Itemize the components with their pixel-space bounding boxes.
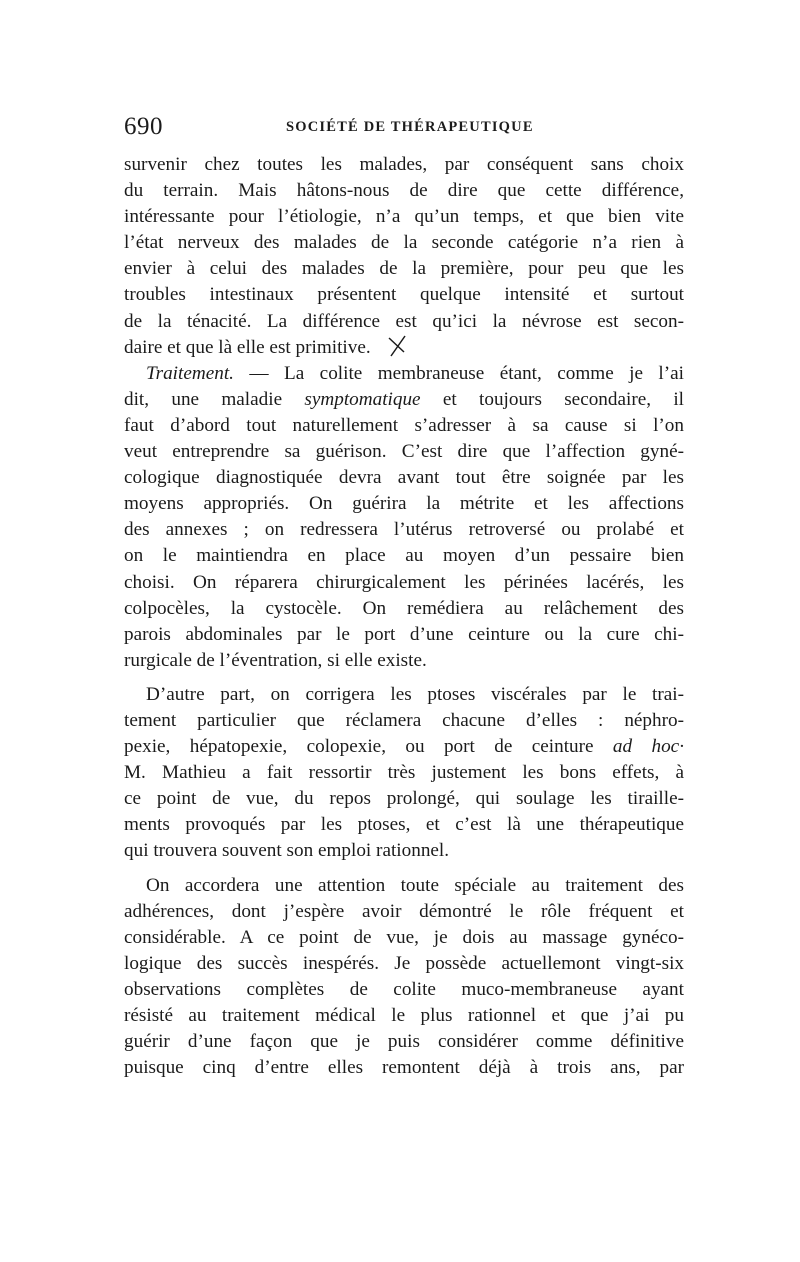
text-line: logique des succès inespérés. Je possède actuellemont vingt-six bbox=[124, 952, 684, 974]
text-line bbox=[124, 335, 684, 361]
text-line bbox=[124, 387, 684, 413]
page-header bbox=[124, 113, 684, 143]
text-line: du terrain. Mais hâtons-nous de dire que cette différence, bbox=[124, 180, 684, 202]
section-heading-italic: Traitement. bbox=[146, 362, 234, 384]
text-line: considérable. A ce point de vue, je dois au massage gynéco- bbox=[124, 926, 684, 948]
text-line: M. Mathieu a fait ressortir très justement les bons effets, à bbox=[124, 762, 684, 784]
text-line-content: dit, une maladie bbox=[124, 388, 305, 410]
text-line: ce point de vue, du repos prolongé, qui soulage les tiraille- bbox=[124, 788, 684, 810]
text-line-content: — La colite membraneuse étant, comme je l’ai bbox=[233, 362, 684, 384]
text-line: intéressante pour l’étiologie, n’a qu’un temps, et que bien vite bbox=[124, 206, 684, 228]
body-text bbox=[124, 152, 684, 1081]
italic-term: symptomatique bbox=[304, 388, 421, 410]
text-line: D’autre part, on corrigera les ptoses viscérales par le trai- bbox=[146, 683, 684, 705]
text-line: tement particulier que réclamera chacune d’elles : néphro- bbox=[124, 709, 684, 731]
paragraph-spacer bbox=[124, 674, 684, 682]
text-line: faut d’abord tout naturellement s’adresser à sa cause si l’on bbox=[124, 414, 684, 436]
text-line: cologique diagnostiquée devra avant tout être soignée par les bbox=[124, 467, 684, 489]
text-line: résisté au traitement médical le plus rationnel et que j’ai pu bbox=[124, 1005, 684, 1026]
text-line: observations complètes de colite muco-membraneuse ayant bbox=[124, 978, 684, 1000]
text-line bbox=[124, 734, 684, 760]
text-line: rurgicale de l’éventration, si elle existe. bbox=[124, 649, 427, 671]
running-title: SOCIÉTÉ DE THÉRAPEUTIQUE bbox=[286, 119, 534, 135]
page-number: 690 bbox=[124, 113, 163, 140]
text-line: des annexes ; on redressera l’utérus retroversé ou prolabé et bbox=[124, 519, 684, 541]
text-line: on le maintiendra en place au moyen d’un pessaire bien bbox=[124, 545, 684, 567]
paragraph-2 bbox=[124, 361, 684, 674]
text-line bbox=[124, 361, 684, 387]
text-line: colpocèles, la cystocèle. On remédiera au relâchement des bbox=[124, 597, 684, 619]
text-line: ments provoqués par les ptoses, et c’est là une thérapeutique bbox=[124, 814, 684, 836]
italic-term: ad hoc· bbox=[612, 736, 684, 758]
paragraph-3 bbox=[124, 682, 684, 865]
text-line: choisi. On réparera chirurgicalement les périnées lacérés, les bbox=[124, 571, 684, 593]
text-line: On accordera une attention toute spéciale au traitement des bbox=[146, 874, 684, 896]
paragraph-spacer bbox=[124, 865, 684, 873]
text-line: troubles intestinaux présentent quelque intensité et surtout bbox=[124, 284, 684, 306]
paragraph-4 bbox=[124, 873, 684, 1082]
text-line: envier à celui des malades de la première, pour peu que les bbox=[124, 258, 684, 280]
text-line-content: daire et que là elle est primitive. bbox=[124, 336, 371, 358]
text-line: adhérences, dont j’espère avoir démontré le rôle fréquent et bbox=[124, 900, 684, 922]
text-line-content: pexie, hépatopexie, colopexie, ou port de ceinture bbox=[124, 736, 613, 758]
text-line: parois abdominales par le port d’une ceinture ou la cure chi- bbox=[124, 623, 684, 645]
paragraph-1 bbox=[124, 152, 684, 361]
text-line: survenir chez toutes les malades, par conséquent sans choix bbox=[124, 154, 684, 175]
text-line-content: et toujours secondaire, il bbox=[420, 388, 684, 410]
text-line: guérir d’une façon que je puis considérer comme définitive bbox=[124, 1031, 684, 1053]
text-line: l’état nerveux des malades de la seconde catégorie n’a rien à bbox=[124, 232, 684, 254]
handwritten-cross-mark bbox=[385, 335, 409, 357]
text-line: puisque cinq d’entre elles remontent déjà à trois ans, par bbox=[124, 1057, 684, 1079]
text-line: qui trouvera souvent son emploi rationnel. bbox=[124, 840, 450, 862]
text-line: veut entreprendre sa guérison. C’est dire que l’affection gyné- bbox=[124, 441, 684, 463]
text-line: de la ténacité. La différence est qu’ici la névrose est secon- bbox=[124, 310, 684, 332]
text-line: moyens appropriés. On guérira la métrite et les affections bbox=[124, 493, 684, 515]
